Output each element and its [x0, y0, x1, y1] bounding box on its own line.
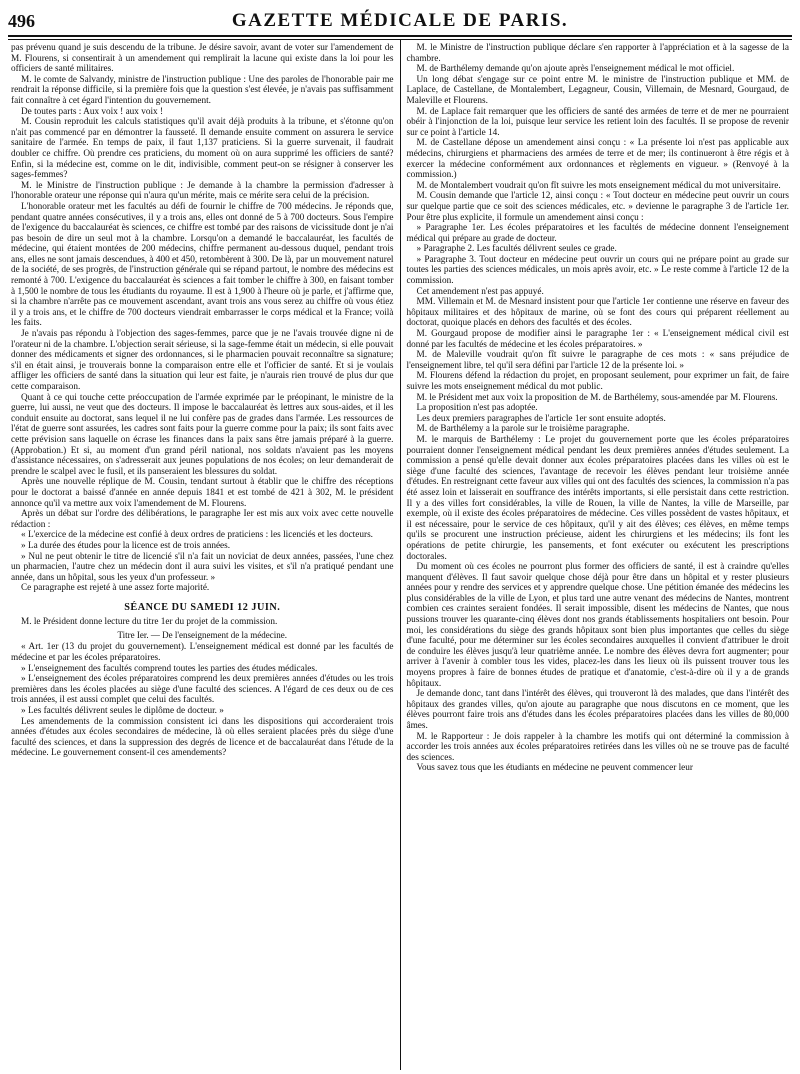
paragraph: » Les facultés délivrent seules le diplôme de docteur. »	[21, 706, 224, 717]
paragraph: M. de Castellane dépose un amendement ainsi conçu : « La présente loi n'est pas applicable aux médecins, chirurgiens et pharmaciens des armées de terre et de mer; ils continueront à être régis et à exercer la médecine conformément aux ordonnances et règlements en vigueur. » (Renvoyé à la commission.)	[406, 138, 789, 181]
paragraph: Les amendements de la commission consistent ici dans les dispositions qui accorderaient trois années d'études aux écoles secondaires de médecine, là où elles seraient placées près du siège d'une faculté des sciences, et dans la suppression des degrés de licence et de baccalauréat dans l'étude de la médecine. Le gouvernement consent-il ces amendements?	[11, 716, 394, 759]
column-divider	[400, 40, 401, 1070]
paragraph: L'honorable orateur met les facultés au défi de fournir le chiffre de 700 médecins. Je réponds que, pendant quatre années consécutives, il y a trois ans, elles ont donné de 5 à 700 docteurs. Sous l'empire de l'exigence du baccalauréat ès sciences, ce chiffre est tombé par des raisons de vicissitude dont je n'ai pas besoin de dire un seul mot à la chambre. Lorsqu'on a demandé le baccalauréat, les facultés de médecine, qui étaient montées de 200 médecins, chiffre permanent au-dessous duquel, pendant trois ans, elles ne sont jamais descendues, à 400 et 450, retombèrent à 300. De là, par un mouvement naturel de la société, de ses progrès, de l'instruction générale qui se répand partout, le nombre des médecins est remonté à 700. L'exigence du baccalauréat ès sciences a fait tomber le chiffre à 300, en faisant tomber à 1,500 le nombre de tous les étudiants du royaume. Il est à 1,900 à l'heure où je parle, et j'affirme que, si la chambre n'arrête pas ce mouvement ascendant, avant trois ans vous serez au chiffre où vous étiez il y a trois ans, et le chiffre de 700 docteurs viendrait embarrasser le corps médical et la France; voilà les faits.	[11, 201, 394, 329]
header-rule	[8, 35, 792, 37]
paragraph: Je demande donc, tant dans l'intérêt des élèves, qui trouveront là des malades, que dans l'intérêt des hôpitaux des grandes villes, qu'on ajoute au paragraphe que nous discutons en ce moment, que les élèves pourront faire trois ans d'études dans les écoles préparatoires placées dans les villes de 80,000 âmes.	[406, 689, 789, 731]
paragraph: » Nul ne peut obtenir le titre de licencié s'il n'a fait un noviciat de deux années, passées, l'une chez un pharmacien, l'autre chez un médecin dont il aura suivi les visites, et s'il n'a pratiqué pendant une année, dans un hôpital, sous les yeux d'un professeur. »	[11, 551, 394, 583]
paragraph: MM. Villemain et M. de Mesnard insistent pour que l'article 1er contienne une réserve en faveur des hôpitaux militaires et des hôpitaux de marine, où se font des cours qui préparent réellement au doctorat, quoique placés en dehors des facultés et des écoles.	[406, 297, 789, 329]
paragraph: Les deux premiers paragraphes de l'article 1er sont ensuite adoptés.	[416, 413, 666, 424]
paragraph: M. de Laplace fait remarquer que les officiers de santé des armées de terre et de mer ne pourraient obéir à l'injonction de la loi, puisque leur service les retient loin des facultés. Il se propose de revenir sur ce point à l'article 14.	[406, 106, 789, 138]
paragraph: M. le comte de Salvandy, ministre de l'instruction publique : Une des paroles de l'honorable pair me rendrait la réponse difficile, si la première fois que la question s'est élevée, je n'avais pas suffisamment fait connaître à cet égard l'intention du gouvernement.	[11, 74, 394, 106]
paragraph: M. Cousin demande que l'article 12, ainsi conçu : « Tout docteur en médecine peut ouvrir un cours sur quelque partie que ce soit des sciences médicales, etc. » devienne le paragraphe 3 de l'article 1er. Pour être plus explicite, il formule un amendement ainsi conçu :	[406, 191, 789, 223]
paragraph: » Paragraphe 2. Les facultés délivrent seules ce grade.	[416, 244, 617, 255]
paragraph: » L'enseignement des écoles préparatoires comprend les deux premières années d'études ou les trois premières dans les écoles placées au siège d'une faculté des sciences. A l'égard de ces deux ou de ces trois années, il est aussi complet que celui des facultés.	[11, 674, 394, 706]
paragraph: Après une nouvelle réplique de M. Cousin, tendant surtout à établir que le chiffre des réceptions pour le doctorat a baissé d'année en année depuis 1841 et est tombé de 421 à 302, M. le président annonce qu'il va mettre aux voix l'amendement de M. Flourens.	[11, 477, 394, 509]
paragraph: « Art. 1er (13 du projet du gouvernement). L'enseignement médical est donné par les facultés de médecine et par les écoles préparatoires.	[11, 642, 394, 664]
paragraph: M. Cousin reproduit les calculs statistiques qu'il avait déjà produits à la tribune, et s'étonne qu'on n'ait pas commencé par en démontrer la fausseté. Il demande ensuite comment on assurera le service sanitaire de l'armée. En temps de paix, il faut 1,137 praticiens. Si la guerre survenait, il faudrait doubler ce chiffre. Où prendre ces praticiens, du moment où on aura supprimé les officiers de santé? Enfin, si la médecine est, comme on le dit, indivisible, comment peut-on se résigner à conserver les sages-femmes?	[11, 117, 394, 181]
paragraph: » Paragraphe 3. Tout docteur en médecine peut ouvrir un cours qui ne prépare point au grade sur toutes les parties des sciences médicales, un mois après avoir, etc. » Le reste comme à l'article 12 de la commission.	[406, 254, 789, 287]
paragraph: M. Flourens défend la rédaction du projet, en proposant seulement, pour exprimer un fait, de faire suivre les mots enseignement médical du mot public.	[406, 371, 789, 392]
paragraph: La proposition n'est pas adoptée.	[416, 403, 538, 414]
paragraph: M. de Maleville voudrait qu'on fît suivre le paragraphe de ces mots : « sans préjudice de l'enseignement libre, tel qu'il sera défini par l'article 12 de la présente loi. »	[406, 350, 789, 371]
paragraph: Cet amendement n'est pas appuyé.	[416, 286, 544, 297]
paragraph: M. le Président donne lecture du titre 1er du projet de la commission.	[21, 616, 278, 627]
paragraph: Du moment où ces écoles ne pourront plus former des officiers de santé, il est à craindre qu'elles manquent d'élèves. Il faut savoir quelque chose déjà pour être dans un hôpital et y rester plusieurs années pour y rendre des services et y apprendre quelque chose. Une pétition émanée des médecins les plus considérables de la ville de Lyon, et plus tard une autre venant des médecins de Nantes, montrent combien ces craintes seraient fondées. Il serait impossible, disent les médecins de Nantes, que nous pussions trouver les quarante-cinq élèves dont nos grands établissements hospitaliers ont besoin. Pour moi, les considérations du siège des grands hôpitaux sont bien plus importantes que celles du siège d'une faculté, pour me déterminer sur les écoles secondaires auxquelles il convient d'attribuer le droit de conduire les élèves jusqu'à leur quatrième année. Le nombre des élèves devra fort augmenter; pour arriver à l'avenir à combler tous les vides, placez-les dans les lieux où ils puissent trouver tous les moyens propres à faire de bonnes études de pratique et d'anatomie, c'est-à-dire où il y a de grands hôpitaux.	[406, 562, 789, 689]
text-columns	[8, 40, 792, 1070]
paragraph: M. de Barthélemy demande qu'on ajoute après l'enseignement médical le mot officiel.	[416, 64, 735, 75]
paragraph: Je n'avais pas répondu à l'objection des sages-femmes, parce que je ne l'avais trouvée digne ni de l'orateur ni de la chambre. L'objection serait sérieuse, si la sage-femme était un médecin, si elle pouvait donner des médicaments et signer des ordonnances, si le pharmacien pouvait reconnaître sa signature; s'il en était ainsi, je trouverais bonne la comparaison entre elle et l'officier de santé. Et si je voulais affliger les officiers de santé dans la situation qui leur est faite, je n'aurais rien trouvé de plus dur que cette comparaison.	[11, 329, 394, 392]
page-number: 496	[8, 11, 35, 31]
paragraph: M. de Montalembert voudrait qu'on fît suivre les mots enseignement médical du mot universitaire.	[416, 180, 781, 191]
paragraph: M. le Président met aux voix la proposition de M. de Barthélemy, sous-amendée par M. Flourens.	[416, 392, 778, 403]
paragraph: M. Gourgaud propose de modifier ainsi le paragraphe 1er : « L'enseignement médical civil est donné par les facultés de médecine et les écoles préparatoires. »	[406, 329, 789, 350]
title-heading: Titre Ier. — De l'enseignement de la médecine.	[117, 630, 287, 641]
paragraph: De toutes parts : Aux voix ! aux voix !	[21, 106, 164, 117]
paragraph: Quant à ce qui touche cette préoccupation de l'armée exprimée par le préopinant, le ministre de la guerre, lui aussi, ne veut que des docteurs. Il impose le baccalauréat ès lettres aux sous-aides, et il les conduit ensuite au doctorat, sans lequel il ne lui confère pas de grades dans l'armée. Les ressources de l'état de guerre sont assurées, les cadres sont faits pour la guerre comme pour la paix; ils sont faits avec cette prévision sans laquelle on écrase les finances dans la paix sans être jamais préparé à la guerre. (Approbation.) Et si, au moment d'un grand péril national, nos soldats n'avaient pas les moyens d'assistance nécessaires, on s'adresserait aux jeunes populations de nos écoles; on leur demanderait de prendre le scalpel avec le fusil, et ils panseraient les blessures du soldat.	[11, 392, 394, 477]
paragraph: Ce paragraphe est rejeté à une assez forte majorité.	[21, 583, 210, 594]
paragraph: M. le Ministre de l'instruction publique déclare s'en rapporter à l'appréciation et à la sagesse de la chambre.	[406, 43, 789, 64]
section-heading: SÉANCE DU SAMEDI 12 JUIN.	[124, 601, 281, 613]
right-column	[404, 40, 793, 1070]
paragraph: Un long débat s'engage sur ce point entre M. le ministre de l'instruction publique et MM. de Laplace, de Castellane, de Montalembert, Legagneur, Cousin, Villemain, de Mesnard, Gourgaud, de Maleville et Flourens.	[406, 74, 789, 106]
running-title: GAZETTE MÉDICALE DE PARIS.	[231, 10, 569, 31]
paragraph: M. le Ministre de l'instruction publique : Je demande à la chambre la permission d'adresser à l'honorable orateur une réponse qui n'aura qu'un mérite, mais ce mérite sera celui de la précision.	[11, 180, 394, 202]
left-column	[8, 40, 397, 1070]
paragraph: M. le marquis de Barthélemy : Le projet du gouvernement porte que les écoles préparatoires pourraient donner l'enseignement médical pendant les deux premières années d'études seulement. La commission a pensé qu'elle devait donner aux écoles préparatoires placées dans les villes où est le siège d'une faculté des sciences, l'avantage de recevoir les élèves pendant leur troisième année d'études. En restreignant cette faveur aux villes qui ont des facultés des sciences, la commission n'a pas été assez loin et laisserait en souffrance des intérêts importants, si elle persistait dans cette restriction. Il y a des villes fort considérables, la ville de Rouen, la ville de Nantes, la ville de Marseille, par exemple, où il existe des écoles préparatoires de médecine. Ces villes possèdent de vastes hôpitaux, et il est nécessaire, pour le service de ces hôpitaux, qu'il y ait des élèves; ces élèves, en même temps qu'ils se procurent une instruction précieuse, aident les chirurgiens et les médecins; ils font les opérations de petite chirurgie, les pansements, et font exécuter ou exécutent les prescriptions doctorales.	[406, 434, 789, 562]
paragraph: M. de Barthélemy a la parole sur le troisième paragraphe.	[416, 424, 630, 435]
paragraph: « L'exercice de la médecine est confié à deux ordres de praticiens : les licenciés et les docteurs.	[21, 530, 373, 541]
paragraph: » La durée des études pour la licence est de trois années.	[21, 540, 231, 551]
page-header	[8, 10, 792, 32]
paragraph: Après un débat sur l'ordre des délibérations, le paragraphe Ier est mis aux voix avec cette nouvelle rédaction :	[11, 509, 394, 530]
paragraph: » Paragraphe 1er. Les écoles préparatoires et les facultés de médecine donnent l'enseignement médical qui prépare au grade de docteur.	[406, 223, 789, 244]
paragraph: M. le Rapporteur : Je dois rappeler à la chambre les motifs qui ont déterminé la commission à accorder les trois années aux écoles préparatoires retirées dans les villes où ne se trouve pas de faculté des sciences.	[406, 731, 789, 763]
paragraph: pas prévenu quand je suis descendu de la tribune. Je désire savoir, avant de voter sur l'amendement de M. Flourens, si consentirait à un amendement qui remplirait la lacune qui existe dans la loi pour les officiers de santé militaires.	[11, 43, 394, 75]
paragraph: Vous savez tous que les étudiants en médecine ne peuvent commencer leur	[416, 763, 693, 774]
paragraph: » L'enseignement des facultés comprend toutes les parties des études médicales.	[21, 663, 318, 674]
